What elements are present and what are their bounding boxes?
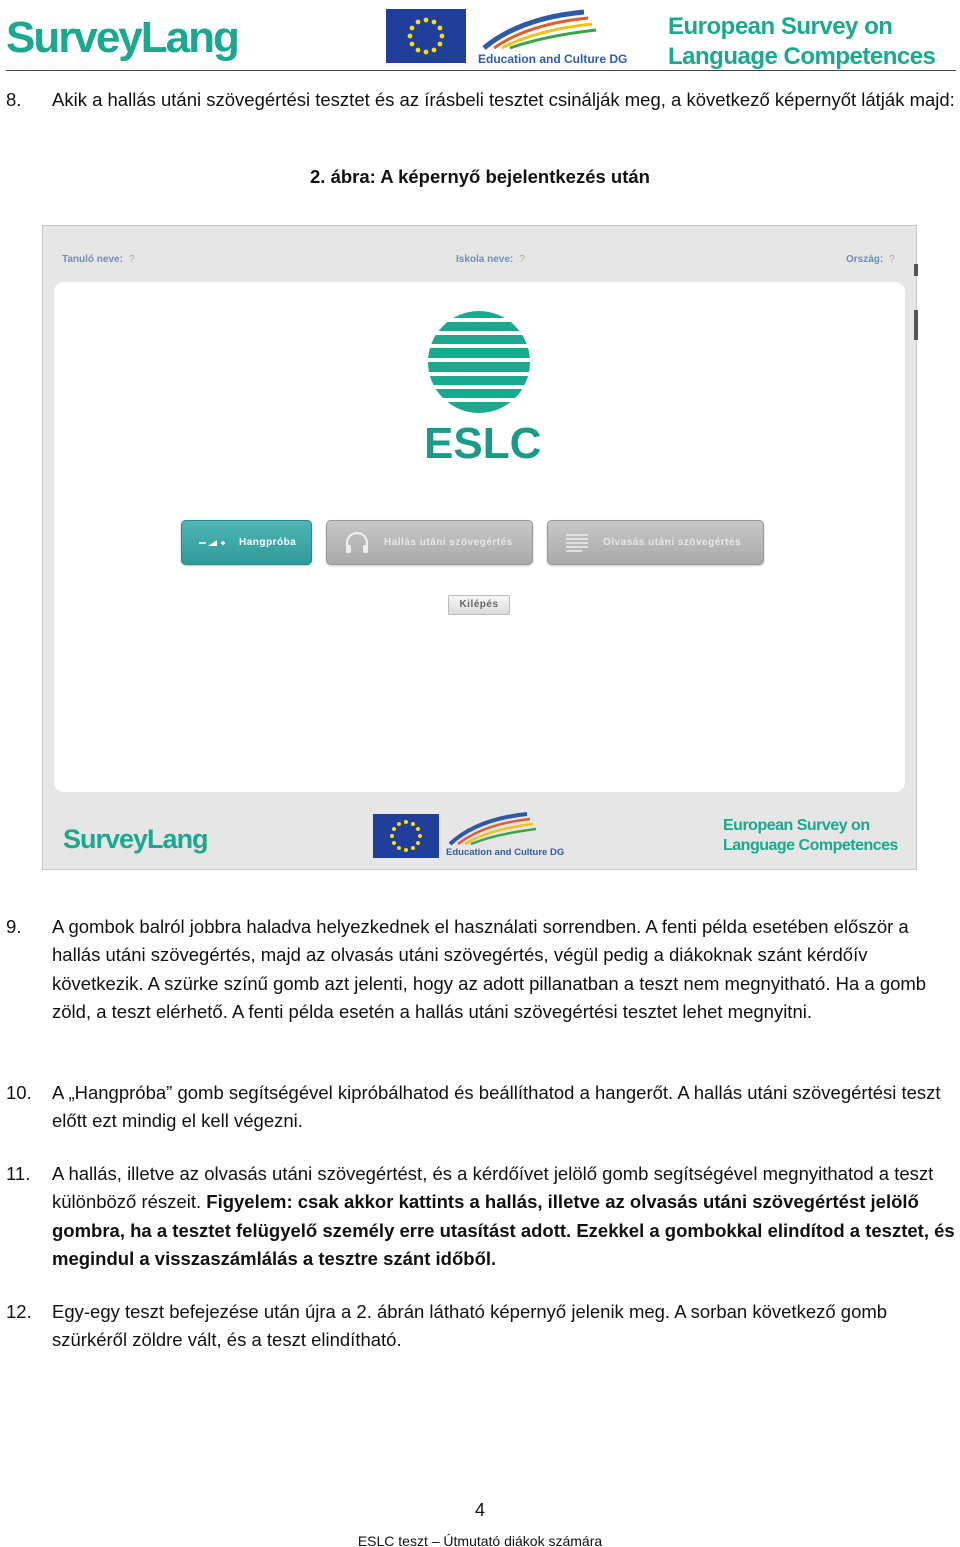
country-value: ? bbox=[889, 254, 895, 265]
headphones-icon bbox=[344, 531, 370, 555]
paragraph-11 bbox=[6, 1160, 956, 1273]
scrollbar-marks bbox=[914, 264, 918, 344]
country-label-text: Ország: bbox=[846, 254, 884, 265]
school-name-value: ? bbox=[519, 254, 525, 265]
surveylang-logo: SurveyLang bbox=[6, 13, 238, 62]
paragraph-number: 9. bbox=[6, 916, 22, 937]
paragraph-number: 8. bbox=[6, 89, 22, 110]
eslc-globe-icon bbox=[424, 310, 534, 414]
paragraph-text-normal: A hallás, illetve az olvasás utáni szövegértést, és a kérdőívet jelölő gomb segítségével megnyithatod a teszt különböző részeit. bbox=[52, 1163, 934, 1213]
screen-eu-flag-icon bbox=[373, 814, 439, 858]
paragraph-12 bbox=[6, 1298, 956, 1355]
education-culture-swoosh-icon bbox=[480, 8, 610, 52]
reading-test-button[interactable] bbox=[547, 520, 764, 565]
sound-test-button[interactable] bbox=[181, 520, 312, 565]
listening-test-button[interactable] bbox=[326, 520, 533, 565]
paragraph-number: 11. bbox=[6, 1163, 31, 1184]
document-header bbox=[0, 0, 960, 74]
eslc-wordmark: ESLC bbox=[424, 419, 542, 468]
listening-test-label: Hallás utáni szövegértés bbox=[384, 537, 513, 548]
screen-dg-label: Education and Culture DG bbox=[446, 847, 565, 858]
paragraph-text: Egy-egy teszt befejezése után újra a 2. ábrán látható képernyő jelenik meg. A sorban következő gomb szürkéről zöldre vált, és a teszt elindítható. bbox=[52, 1301, 888, 1351]
paragraph-text bbox=[52, 1160, 956, 1273]
paragraph-10 bbox=[6, 1079, 956, 1136]
reading-test-label: Olvasás utáni szövegértés bbox=[603, 537, 742, 548]
sound-test-label: Hangpróba bbox=[239, 537, 297, 548]
volume-icon bbox=[199, 538, 225, 548]
school-name-label bbox=[456, 254, 525, 265]
screen-dg-swoosh-icon bbox=[447, 811, 547, 847]
country-label bbox=[846, 254, 895, 265]
student-name-label bbox=[62, 254, 135, 265]
screen-surveylang-logo: SurveyLang bbox=[63, 824, 208, 854]
screen-eslc-line1: European Survey on bbox=[723, 817, 870, 834]
student-name-label-text: Tanuló neve: bbox=[62, 254, 123, 265]
figure-caption: 2. ábra: A képernyő bejelentkezés után bbox=[310, 166, 650, 187]
student-name-value: ? bbox=[128, 254, 135, 265]
page-number: 4 bbox=[474, 1500, 485, 1520]
paragraph-text: A gombok balról jobbra haladva helyezkednek el használati sorrendben. A fenti példa esetében először a hallás utáni szövegértés, majd az olvasás utáni szövegértés, végül pedig a diákoknak szánt kérdőív következik. A szürke színű gomb azt jelenti, hogy az adott pillanatban a teszt nem megnyitható. Ha a gomb zöld, a teszt elérhető. A fenti példa esetén a hallás utáni szövegértési tesztet lehet megnyitni. bbox=[52, 916, 927, 1022]
header-divider bbox=[6, 70, 956, 71]
eslc-title-line1: European Survey on bbox=[668, 13, 893, 40]
paragraph-number: 12. bbox=[6, 1301, 32, 1322]
paragraph-text-warning: Figyelem: csak akkor kattints a hallás, illetve az olvasás utáni szövegértést jelölő gombra, ha a tesztet felügyelő személy erre utasítást adott. Ezekkel a gombokkal elindítod a tesztet, és megindul a visszaszámlálás a tesztre szánt időből. bbox=[52, 1191, 955, 1269]
exit-button[interactable]: Kilépés bbox=[448, 595, 510, 615]
app-screenshot bbox=[42, 225, 917, 870]
document-lines-icon bbox=[565, 533, 589, 553]
main-panel bbox=[54, 282, 905, 792]
eslc-logo bbox=[424, 310, 542, 468]
footer-text: ESLC teszt – Útmutató diákok számára bbox=[357, 1533, 603, 1547]
paragraph-9 bbox=[6, 913, 956, 1026]
eslc-title-line2: Language Competences bbox=[668, 43, 936, 70]
school-name-label-text: Iskola neve: bbox=[456, 254, 514, 265]
paragraph-text: A „Hangpróba” gomb segítségével kipróbálhatod és beállíthatod a hangerőt. A hallás utáni szövegértési teszt előtt ezt mindig el kell végezni. bbox=[52, 1082, 941, 1132]
screen-eslc-line2: Language Competences bbox=[723, 837, 898, 854]
paragraph-number: 10. bbox=[6, 1082, 32, 1103]
eu-flag-icon bbox=[386, 9, 466, 63]
paragraph-text: Akik a hallás utáni szövegértési tesztet és az írásbeli tesztet csinálják meg, a következő képernyőt látják majd: bbox=[52, 89, 955, 110]
education-culture-dg-label: Education and Culture DG bbox=[478, 52, 628, 66]
paragraph-8 bbox=[6, 86, 956, 114]
